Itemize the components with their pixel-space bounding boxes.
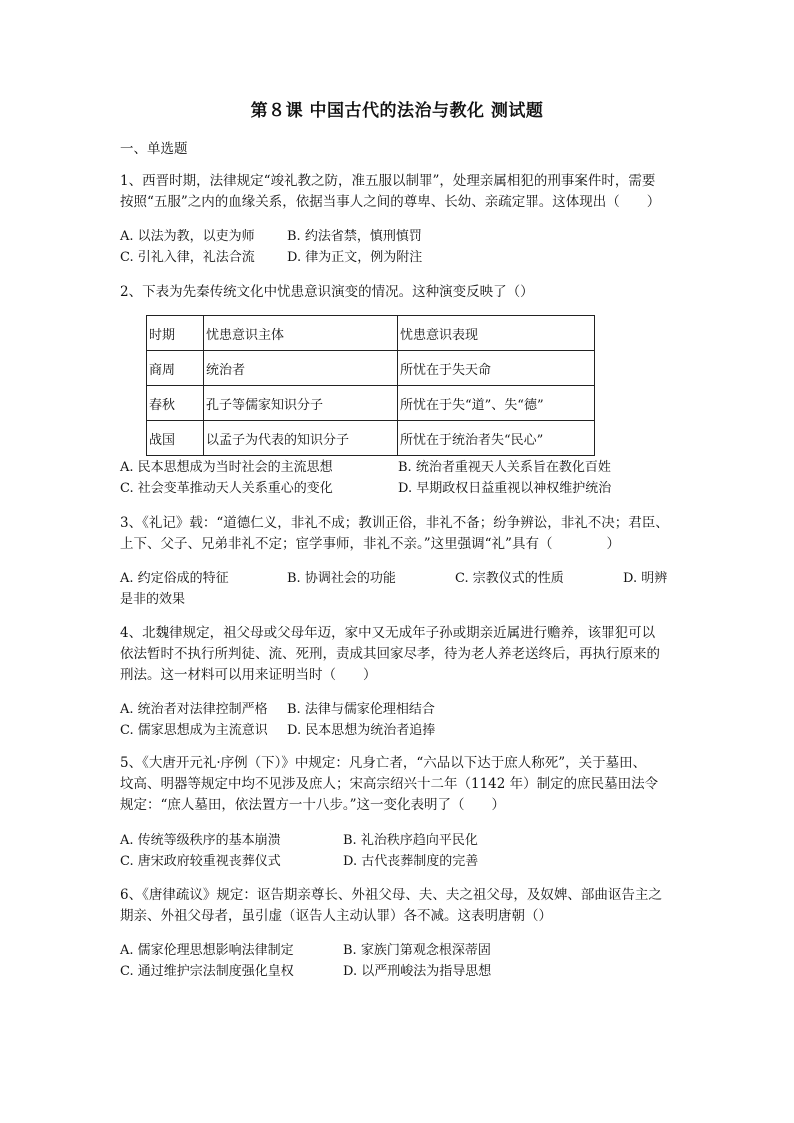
option-b: B. 约法省禁，慎刑慎罚 — [287, 229, 422, 244]
option-d: D. 早期政权日益重视以神权维护统治 — [398, 481, 612, 496]
question-text-line: 3、《礼记》载：“道德仁义，非礼不成；教训正俗，非礼不备；纷争辨讼，非礼不决；君臣、 — [120, 515, 669, 531]
option-c: C. 宗教仪式的性质 — [455, 571, 564, 586]
question-3-stem — [120, 513, 680, 555]
question-text-line: 按照“五服”之内的血缘关系，依据当事人之间的尊卑、长幼、亲疏定罪。这体现出（ ） — [120, 194, 661, 210]
question-4-stem — [120, 623, 680, 686]
table-row — [147, 351, 595, 386]
option-a: A. 传统等级秩序的基本崩溃 — [120, 833, 281, 848]
question-text-line: 依法暂时不执行所判徒、流、死刑，责成其回家尽孝，待为老人养老送终后，再执行原来的 — [120, 646, 660, 662]
table-cell: 所忧在于失“道”、失“德” — [398, 386, 595, 421]
option-c: C. 通过维护宗法制度强化皇权 — [120, 964, 294, 979]
table-header-cell: 时期 — [147, 316, 204, 351]
table-cell: 战国 — [147, 421, 204, 456]
option-d: D. 律为正文，例为附注 — [287, 250, 423, 265]
table-header-cell: 忧患意识主体 — [204, 316, 398, 351]
question-text-line: 4、北魏律规定，祖父母或父母年迈，家中又无成年子孙或期亲近属进行赡养，该罪犯可以 — [120, 625, 656, 641]
section-heading: 一、单选题 — [120, 141, 188, 157]
question-text-line: 2、下表为先秦传统文化中忧患意识演变的情况。这种演变反映了（） — [120, 284, 534, 300]
table-cell: 商周 — [147, 351, 204, 386]
question-text-line: 上下、父子、兄弟非礼不定；宦学事师，非礼不亲。”这里强调“礼”具有（ ） — [120, 536, 620, 552]
option-b: B. 法律与儒家伦理相结合 — [287, 702, 435, 717]
option-a: A. 统治者对法律控制严格 — [120, 702, 268, 717]
question-text-line: 坟高、明器等规定中均不见涉及庶人；宋高宗绍兴十二年（1142 年）制定的庶民墓田法令 — [120, 776, 659, 792]
option-d: D. 以严刑峻法为指导思想 — [343, 964, 492, 979]
question-text-line: 1、西晋时期，法律规定“竣礼教之防，准五服以制罪”，处理亲属相犯的刑事案件时，需要 — [120, 173, 656, 189]
table-cell: 所忧在于统治者失“民心” — [398, 421, 595, 456]
worry-consciousness-table — [146, 315, 595, 456]
option-b: B. 家族门第观念根深蒂固 — [343, 943, 491, 958]
question-1-stem — [120, 171, 680, 213]
option-c: C. 引礼入律，礼法合流 — [120, 250, 255, 265]
option-b: B. 统治者重视天人关系旨在教化百姓 — [398, 460, 611, 475]
option-d: D. 明辨 — [623, 571, 668, 586]
option-a: A. 民本思想成为当时社会的主流思想 — [120, 460, 333, 475]
option-b: B. 礼治秩序趋向平民化 — [343, 833, 478, 848]
option-a: A. 以法为教，以吏为师 — [120, 229, 255, 244]
option-b: B. 协调社会的功能 — [287, 571, 396, 586]
page-title: 第８课 中国古代的法治与教化 测试题 — [250, 101, 544, 121]
table-cell: 以孟子为代表的知识分子 — [204, 421, 398, 456]
table-cell: 所忧在于失天命 — [398, 351, 595, 386]
question-5-stem — [120, 753, 680, 816]
question-text-line: 刑法。这一材料可以用来证明当时（ ） — [120, 667, 377, 683]
option-d: D. 古代丧葬制度的完善 — [343, 854, 479, 869]
table-row — [147, 386, 595, 421]
option-c: C. 唐宋政府较重视丧葬仪式 — [120, 854, 281, 869]
table-row — [147, 421, 595, 456]
question-6-stem — [120, 885, 680, 927]
option-d: D. 民本思想为统治者追捧 — [287, 723, 436, 738]
option-a: A. 约定俗成的特征 — [120, 571, 229, 586]
question-text-line: 规定：“庶人墓田，依法置方一十八步。”这一变化表明了（ ） — [120, 797, 506, 813]
table-cell: 春秋 — [147, 386, 204, 421]
option-c: C. 社会变革推动天人关系重心的变化 — [120, 481, 333, 496]
question-text-line: 5、《大唐开元礼·序例（下）》中规定：凡身亡者，“六品以下达于庶人称死”，关于墓田、 — [120, 755, 647, 771]
table-cell: 孔子等儒家知识分子 — [204, 386, 398, 421]
table-header-row — [147, 316, 595, 351]
question-text-line: 6、《唐律疏议》规定：讴告期亲尊长、外祖父母、夫、夫之祖父母，及奴婢、部曲讴告主之 — [120, 887, 662, 903]
question-text-line: 期亲、外祖父母者，虽引虚（讴告人主动认罪）各不减。这表明唐朝（） — [120, 908, 552, 924]
question-2-stem — [120, 282, 680, 303]
table-header-cell: 忧患意识表现 — [398, 316, 595, 351]
option-c: C. 儒家思想成为主流意识 — [120, 723, 268, 738]
option-a: A. 儒家伦理思想影响法律制定 — [120, 943, 294, 958]
table-cell: 统治者 — [204, 351, 398, 386]
option-d-continuation: 是非的效果 — [120, 592, 186, 607]
